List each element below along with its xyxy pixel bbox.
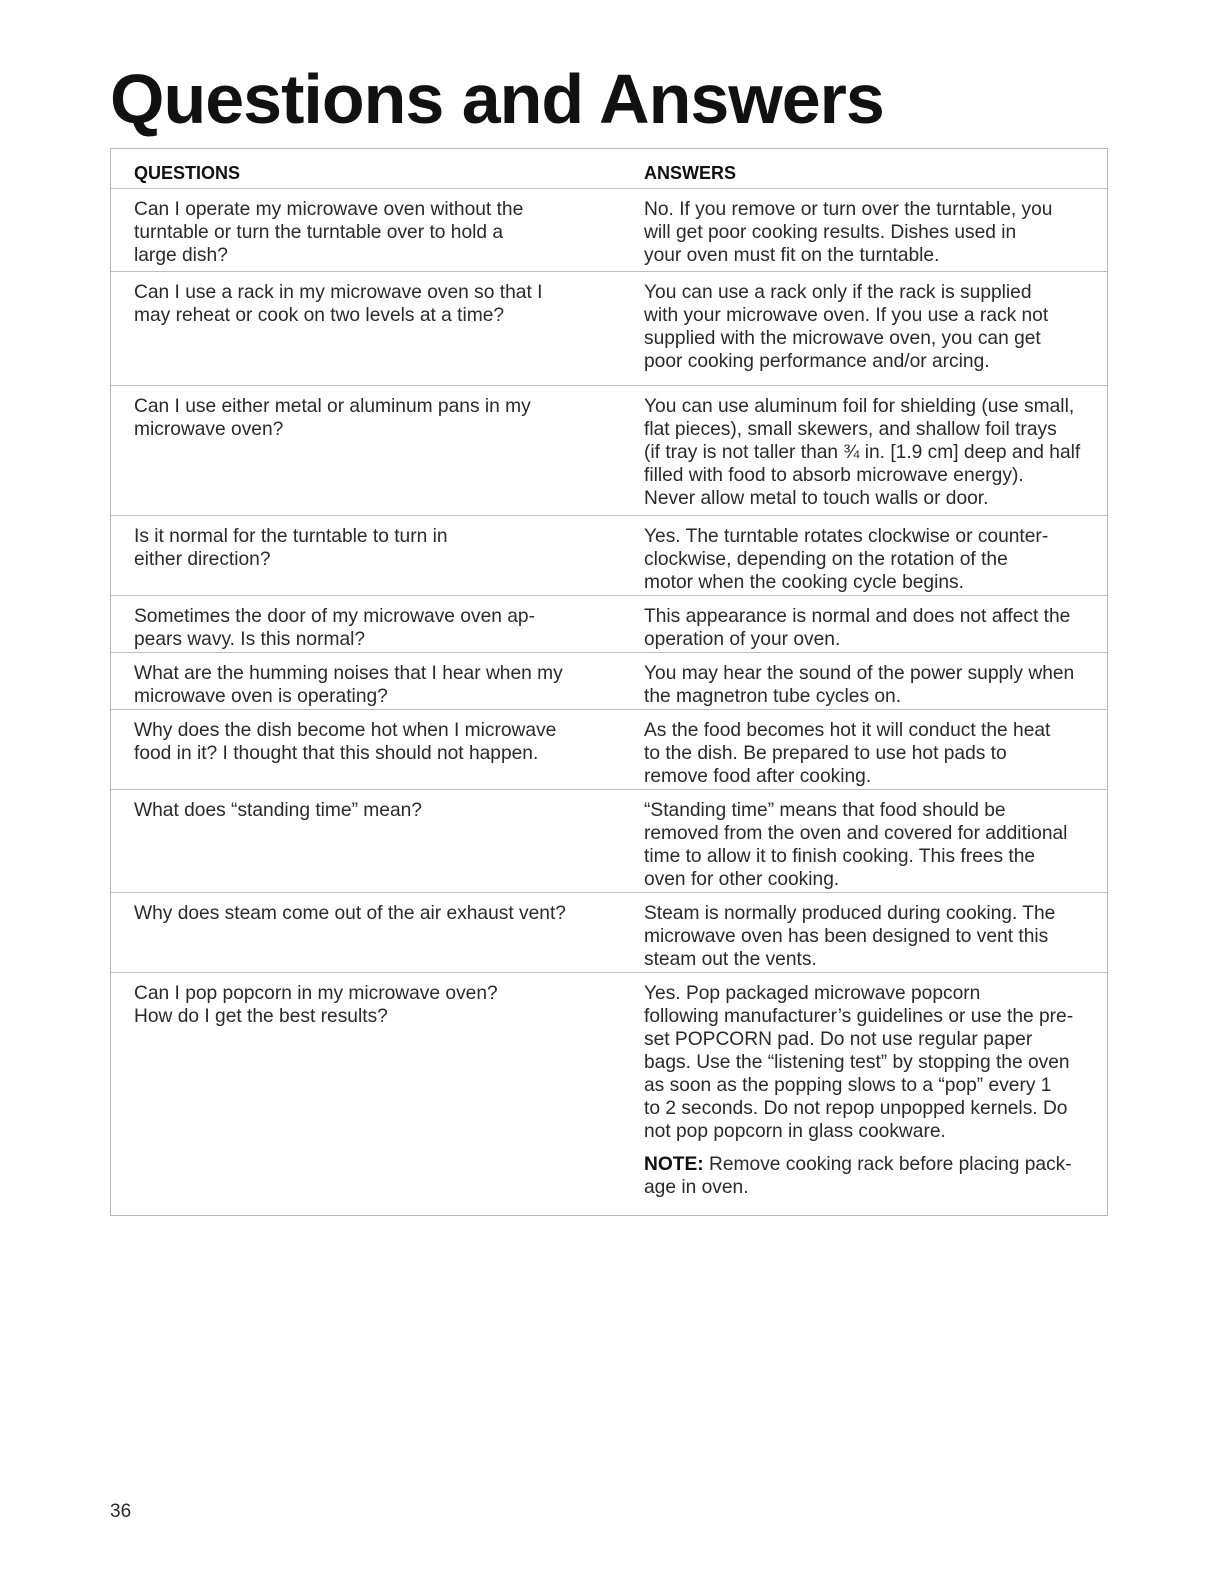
- question-text: Can I pop popcorn in my microwave oven? How do I get the best results?: [134, 983, 498, 1027]
- question-text: Can I use either metal or aluminum pans in my microwave oven?: [134, 396, 531, 440]
- question-text: Why does steam come out of the air exhaust vent?: [134, 903, 566, 924]
- table-row: [111, 893, 1107, 973]
- answer-cell: [621, 982, 1107, 1215]
- note: [644, 1153, 1101, 1199]
- answer-text: You can use a rack only if the rack is supplied with your microwave oven. If you use a rack not supplied with the microwave oven, you can get poor cooking performance and/or arcing.: [644, 282, 1049, 372]
- table-row: [111, 272, 1107, 386]
- answer-text: “Standing time” means that food should be removed from the oven and covered for additional time to allow it to finish cooking. This frees the oven for other cooking.: [644, 800, 1068, 890]
- page-title: Questions and Answers: [110, 60, 884, 138]
- table-header: [111, 149, 1107, 189]
- table-row: [111, 790, 1107, 893]
- answers-column-header: ANSWERS: [644, 163, 737, 183]
- question-text: What are the humming noises that I hear when my microwave oven is operating?: [134, 663, 563, 707]
- answer-text: You may hear the sound of the power supply when the magnetron tube cycles on.: [644, 663, 1075, 707]
- question-text: Is it normal for the turntable to turn in either direction?: [134, 526, 448, 570]
- answer-text: No. If you remove or turn over the turntable, you will get poor cooking results. Dishes used in your oven must fit on the turntable.: [644, 199, 1053, 266]
- questions-column-header: QUESTIONS: [134, 163, 241, 183]
- answer-text: This appearance is normal and does not affect the operation of your oven.: [644, 606, 1071, 650]
- question-text: What does “standing time” mean?: [134, 800, 422, 821]
- table-row: [111, 386, 1107, 516]
- answer-text: Yes. The turntable rotates clockwise or counter- clockwise, depending on the rotation of the motor when the cooking cycle begins.: [644, 526, 1049, 593]
- question-text: Why does the dish become hot when I microwave food in it? I thought that this should not happen.: [134, 720, 557, 764]
- table-row: [111, 596, 1107, 653]
- qa-table: [110, 148, 1108, 1216]
- answer-text: You can use aluminum foil for shielding (use small, flat pieces), small skewers, and shallow foil trays (if tray is not taller than ¾ in. [1.9 cm] deep and half filled with food to absorb microwave energy). Never allow metal to touch walls or door.: [644, 396, 1081, 509]
- table-row: [111, 189, 1107, 272]
- table-row: [111, 653, 1107, 710]
- answer-text: Yes. Pop packaged microwave popcorn following manufacturer’s guidelines or use the pre- set POPCORN pad. Do not use regular paper bags. Use the “listening test” by stopping the oven as soon as the popping slows to a “pop” every 1 to 2 seconds. Do not repop unpopped kernels. Do not pop popcorn in glass cookware.: [644, 983, 1074, 1142]
- table-row: [111, 973, 1107, 1215]
- answer-text: Steam is normally produced during cooking. The microwave oven has been designed to vent this steam out the vents.: [644, 903, 1056, 970]
- answer-text: As the food becomes hot it will conduct the heat to the dish. Be prepared to use hot pads to remove food after cooking.: [644, 720, 1051, 787]
- question-text: Sometimes the door of my microwave oven ap- pears wavy. Is this normal?: [134, 606, 535, 650]
- question-text: Can I use a rack in my microwave oven so that I may reheat or cook on two levels at a time?: [134, 282, 543, 326]
- table-row: [111, 710, 1107, 790]
- page-number: 36: [110, 1501, 132, 1522]
- question-text: Can I operate my microwave oven without the turntable or turn the turntable over to hold a large dish?: [134, 199, 524, 266]
- note-label: NOTE:: [644, 1154, 704, 1175]
- table-row: [111, 516, 1107, 596]
- note-text: Remove cooking rack before placing pack- age in oven.: [644, 1154, 1072, 1198]
